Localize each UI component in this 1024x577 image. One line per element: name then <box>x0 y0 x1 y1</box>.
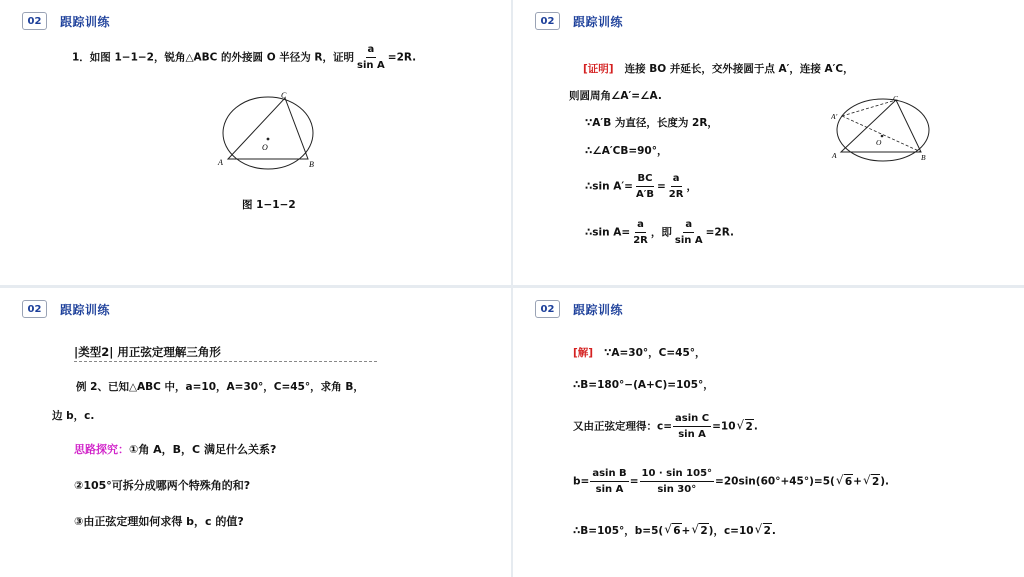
proof-line-1: [证明] 连接 BO 并延长，交外接圆于点 A′，连接 A′C， <box>583 63 854 75</box>
section-badge: 02 <box>535 300 560 318</box>
fraction: $\frac{\text{asin C}}{\text{sin A}}$ <box>675 413 710 440</box>
figure-caption: 图 1−1−2 <box>242 199 296 211</box>
think-line-3: ③由正弦定理如何求得 b，c 的值? <box>74 515 244 528</box>
label-a: A <box>832 151 837 160</box>
fraction: $\frac{BC}{A'B}$ <box>635 173 654 200</box>
slide-2 <box>513 0 1024 285</box>
section-title: 跟踪训练 <box>573 14 624 29</box>
solution-line-1: [解] ∵A=30°，C=45°， <box>573 347 706 359</box>
sqrt: √ 2 <box>699 523 708 538</box>
fraction: $\frac{a}{\text{sin A}}$ <box>674 219 703 246</box>
label-a: A <box>218 158 223 167</box>
fraction: $\frac{a}{\text{sin A}}$ <box>357 44 385 71</box>
section-title: 跟踪训练 <box>573 302 624 317</box>
fraction: $\frac{a}{2R}$ <box>668 173 684 200</box>
solution-line-4: b= $\frac{\text{asin B}}{\text{sin A}}$ = $\frac{10 \cdot \sin 105^\circ}{\sin 30^\circ}$ =20sin(60°+45°)=5(√ 6+√ 2). <box>573 467 889 496</box>
section-badge: 02 <box>535 12 560 30</box>
think-line-2: ②105°可拆分成哪两个特殊角的和? <box>74 479 251 492</box>
slide-1 <box>0 0 511 285</box>
label-a-prime: A′ <box>831 112 838 121</box>
circle-diameter-figure <box>831 93 943 165</box>
solution-line-2: ∴B=180°−(A+C)=105°， <box>573 379 714 391</box>
solution-tag: [解] <box>573 347 594 359</box>
fraction: $\frac{a}{2R}$ <box>633 219 648 246</box>
type-heading: |类型2| 用正弦定理解三角形 <box>74 345 377 362</box>
example-line-2: 边 b，c. <box>52 410 95 422</box>
sqrt: √ 2 <box>763 523 772 538</box>
slide-3 <box>0 288 511 577</box>
proof-tag: [证明] <box>583 63 614 75</box>
section-badge: 02 <box>22 12 47 30</box>
label-o: O <box>876 138 882 147</box>
label-c: C <box>893 94 899 103</box>
proof-line-4: ∴∠A′CB=90°， <box>585 145 668 157</box>
slide-header <box>535 11 623 31</box>
slide-4 <box>513 288 1024 577</box>
section-title: 跟踪训练 <box>60 302 111 317</box>
solution-line-3: 又由正弦定理得：c= $\frac{\text{asin C}}{\text{sin A}}$ =10√ 2. <box>573 412 758 441</box>
proof-line-5: ∴sin A′= $\frac{BC}{A'B}$ = $\frac{a}{2R}$ ， <box>585 173 697 200</box>
proof-line-2: 则圆周角∠A′=∠A. <box>569 90 662 102</box>
sqrt: √ 2 <box>871 474 880 489</box>
label-c: C <box>281 91 287 100</box>
sqrt: √ 6 <box>844 474 853 489</box>
slide-header <box>22 299 110 319</box>
section-badge: 02 <box>22 300 47 318</box>
circle-triangle-figure <box>215 88 325 170</box>
slide-header <box>22 11 110 31</box>
label-b: B <box>921 153 926 162</box>
fraction: $\frac{\text{asin B}}{\text{sin A}}$ <box>592 468 627 495</box>
slide-header <box>535 299 623 319</box>
example-line-1: 例 2、已知△ABC 中，a=10，A=30°，C=45°，求角 B， <box>76 381 364 393</box>
proof-line-6: ∴sin A= $\frac{a}{2R}$ ，即 $\frac{a}{\text{sin A}}$ =2R. <box>585 219 734 246</box>
label-b: B <box>309 160 314 169</box>
sqrt: √ 2 <box>745 419 754 434</box>
fraction: $\frac{10 \cdot \sin 105^\circ}{\sin 30^\circ}$ <box>641 468 713 495</box>
section-title: 跟踪训练 <box>60 14 111 29</box>
question-1: 1．如图 1−1−2，锐角△ABC 的外接圆 O 半径为 R，证明 $\frac{a}{\text{sin A}}$ =2R. <box>72 44 417 71</box>
solution-line-5: ∴B=105°，b=5(√ 6+√ 2)，c=10√ 2. <box>573 523 776 538</box>
label-o: O <box>262 143 268 152</box>
sqrt: √ 6 <box>672 523 681 538</box>
question-text: 1．如图 1−1−2，锐角△ABC 的外接圆 O 半径为 R，证明 <box>72 51 355 64</box>
proof-line-3: ∵A′B 为直径，长度为 2R， <box>585 117 718 129</box>
think-label: 思路探究： <box>74 443 129 456</box>
think-line-1: 思路探究：①角 A，B，C 满足什么关系? <box>74 443 277 456</box>
